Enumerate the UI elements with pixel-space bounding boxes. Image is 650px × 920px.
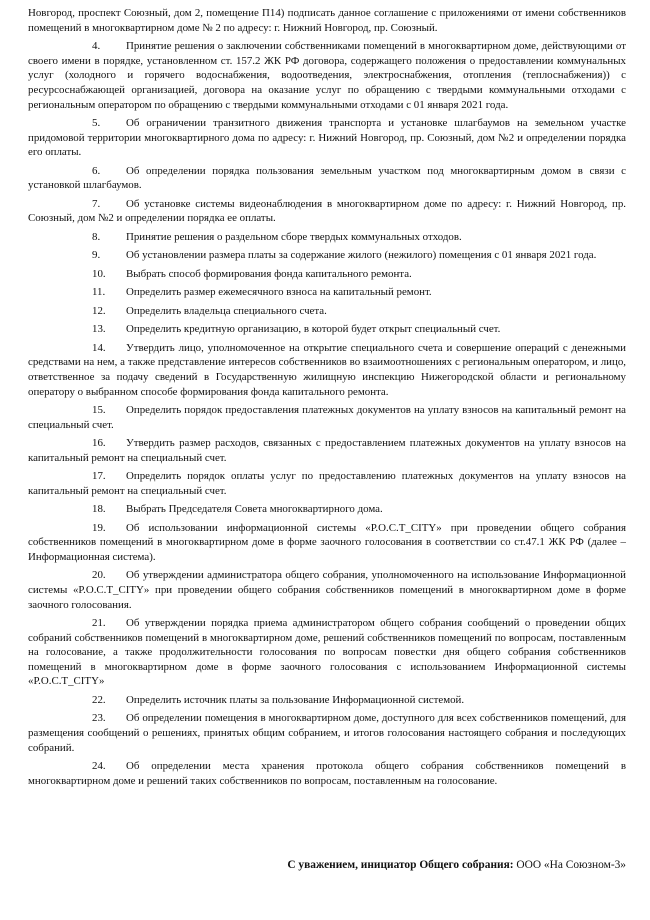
agenda-item-number: 16. — [92, 437, 106, 450]
agenda-item-text: Об установке системы видеонаблюдения в многоквартирном доме по адресу: г. Нижний Новгород, пр. Союзный, дом №2 и определении порядка ее оплаты. — [28, 197, 626, 225]
agenda-item-text: Об определении места хранения протокола общего собрания собственников помещений в многоквартирном доме и решений таких собственников по вопросам, поставленным на голосование. — [28, 760, 626, 787]
agenda-item-text: Выбрать Председателя Совета многоквартирного дома. — [126, 503, 383, 516]
agenda-item — [28, 759, 626, 788]
agenda-item — [28, 267, 626, 282]
agenda-item-number: 12. — [92, 304, 106, 317]
agenda-item-text: Определить размер ежемесячного взноса на капитальный ремонт. — [126, 286, 432, 299]
agenda-item-number: 18. — [92, 503, 106, 516]
agenda-item — [28, 469, 626, 498]
agenda-item — [28, 197, 626, 226]
agenda-item-text: Об утверждении администратора общего собрания, уполномоченного на использование Информационной системы «Р.О.С.Т_CITY» при проведении общего собрания собственников помещений в многоквартирном доме в форме заочного голосования. — [28, 569, 626, 611]
agenda-item — [28, 285, 626, 300]
agenda-item — [28, 521, 626, 565]
intro-paragraph: Новгород, проспект Союзный, дом 2, помещение П14) подписать данное соглашение с приложениями от имени собственников помещений в многоквартирном доме № 2 по адресу: г. Нижний Новгород, пр. Союзный. — [28, 7, 626, 34]
agenda-item-number: 21. — [92, 617, 106, 630]
agenda-item-text: Принятие решения о раздельном сборе твердых коммунальных отходов. — [126, 230, 462, 243]
agenda-item-number: 13. — [92, 323, 106, 336]
agenda-item-text: Об ограничении транзитного движения транспорта и установке шлагбаумов на земельном участке придомовой территории многоквартирного дома по адресу: г. Нижний Новгород, пр. Союзный, дом №2 и определении порядка его оплаты. — [28, 117, 626, 159]
agenda-item-text: Об установлении размера платы за содержание жилого (нежилого) помещения с 01 января 2021 года. — [126, 249, 597, 262]
agenda-item — [28, 693, 626, 708]
agenda-list — [28, 39, 626, 788]
closing-signature — [287, 858, 626, 873]
agenda-item-text: Определить кредитную организацию, в которой будет открыт специальный счет. — [126, 323, 501, 336]
agenda-item-number: 8. — [92, 230, 101, 243]
agenda-item — [28, 116, 626, 160]
closing-bold: С уважением, инициатор Общего собрания: — [287, 859, 514, 871]
agenda-item-text: Об использовании информационной системы «Р.О.С.Т_CITY» при проведении общего собрания собственников помещений в многоквартирном доме в форме заочного голосования в соответствии со ст.47.1 ЖК РФ (далее – Информационная система). — [28, 521, 626, 563]
agenda-item-number: 20. — [92, 569, 106, 582]
agenda-item-text: Утвердить лицо, уполномоченное на открытие специального счета и совершение операций с денежными средствами на нем, а также представление интересов собственников во взаимоотношениях с региональным оператором, и лицо, ответственное за подачу сведений в Государственную жилищную инспекцию Нижегородской области и региональному оператору о выбранном способе формирования фонда капитального ремонта. — [28, 341, 626, 398]
agenda-item — [28, 248, 626, 263]
agenda-item-text: Об утверждении порядка приема администратором общего собрания сообщений о проведении общих собраний собственников помещений в многоквартирном доме, решений собственников помещений по вопросам, поставленным на голосование, а также продолжительности голосования по вопросам повестки дня общего собрания собственников помещений в многоквартирном доме в форме заочного голосования с использованием Информационной системы «Р.О.С.Т_CITY» — [28, 617, 626, 688]
agenda-item-text: Выбрать способ формирования фонда капитального ремонта. — [126, 267, 412, 280]
agenda-item-number: 4. — [92, 40, 101, 53]
agenda-item-number: 19. — [92, 521, 106, 534]
agenda-item-number: 22. — [92, 693, 106, 706]
agenda-item-number: 14. — [92, 341, 106, 354]
agenda-item-number: 9. — [92, 249, 101, 262]
agenda-item-number: 24. — [92, 760, 106, 773]
agenda-item — [28, 711, 626, 755]
agenda-item — [28, 322, 626, 337]
agenda-item-number: 23. — [92, 712, 106, 725]
agenda-item-text: Определить источник платы за пользование Информационной системой. — [126, 693, 465, 706]
agenda-item-number: 5. — [92, 117, 101, 130]
agenda-item-text: Принятие решения о заключении собственниками помещений в многоквартирном доме, действующими от своего имени в порядке, установленном ст. 157.2 ЖК РФ договора, содержащего положения о предоставлении коммунальных услуг (холодного и горячего водоснабжения, водоотведения, электроснабжения, отопления (теплоснабжения)) с ресурсоснабжающей организацией, договора на оказание услуг по обращению с твердыми коммунальными отходами с региональным оператором по обращению с твердыми коммунальными отходами с 01 января 2021 года. — [28, 40, 626, 111]
agenda-item — [28, 616, 626, 689]
agenda-item-number: 11. — [92, 286, 106, 299]
agenda-item — [28, 39, 626, 112]
agenda-item-text: Об определении помещения в многоквартирном доме, доступного для всех собственников помещений, для размещения сообщений о решениях, принятых общим собранием, и итогов голосования настоящего собрания и последующих собраний. — [28, 712, 626, 754]
agenda-item — [28, 341, 626, 399]
agenda-item — [28, 568, 626, 612]
agenda-item — [28, 403, 626, 432]
agenda-item — [28, 164, 626, 193]
agenda-item — [28, 304, 626, 319]
agenda-item-number: 7. — [92, 197, 101, 210]
agenda-item-text: Утвердить размер расходов, связанных с предоставлением платежных документов на уплату взносов на капитальный ремонт на специальный счет. — [28, 437, 626, 464]
agenda-item — [28, 230, 626, 245]
agenda-item — [28, 436, 626, 465]
closing-org: ООО «На Союзном-3» — [513, 859, 626, 871]
agenda-item-number: 17. — [92, 470, 106, 483]
agenda-item-number: 10. — [92, 267, 106, 280]
agenda-item-text: Определить порядок оплаты услуг по предоставлению платежных документов на уплату взносов на капитальный ремонт на специальный счет. — [28, 470, 626, 497]
agenda-item-number: 15. — [92, 404, 106, 417]
agenda-item-number: 6. — [92, 164, 101, 177]
agenda-item — [28, 502, 626, 517]
agenda-item-text: Определить владельца специального счета. — [126, 304, 327, 317]
agenda-item-text: Об определении порядка пользования земельным участком под многоквартирным домом в связи с установкой шлагбаумов. — [28, 164, 626, 192]
agenda-item-text: Определить порядок предоставления платежных документов на уплату взносов на капитальный ремонт на специальный счет. — [28, 404, 626, 431]
